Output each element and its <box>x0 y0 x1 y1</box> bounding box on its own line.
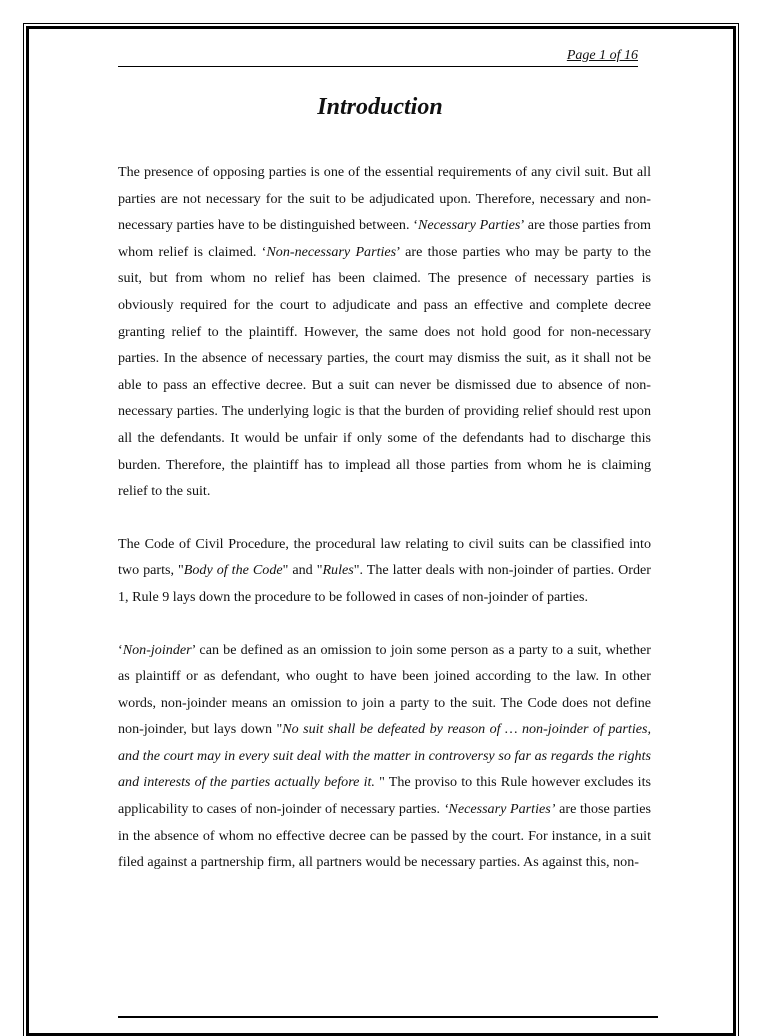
paragraph <box>118 159 651 505</box>
text-run: ’ are those parties from whom relief is claimed. ‘ <box>118 217 651 260</box>
italic-text-run: Necessary Parties <box>417 217 521 234</box>
italic-text-run: No suit shall be defeated by reason of … non-joinder of parties, and the court may in every suit deal with the matter in controversy so far as regards the rights and interests of the parties actually before it. <box>118 721 652 791</box>
text-run: " and " <box>282 562 323 579</box>
page-header <box>118 48 638 67</box>
italic-text-run: ‘Necessary Parties’ <box>443 801 556 818</box>
text-run: " The proviso to this Rule however excludes its applicability to cases of non-joinder of necessary parties. <box>118 774 651 818</box>
italic-text-run: Rules <box>322 562 354 579</box>
document-title: Introduction <box>317 94 443 120</box>
text-run: ’ are those parties who may be party to the suit, but from whom no relief has been claimed. The presence of necessary parties is obviously required for the court to adjudicate and pass an effective and complete decree granting relief to the plaintiff. However, the same does not hold good for non-necessary parties. In the absence of necessary parties, the court may dismiss the suit, as it shall not be able to pass an effective decree. But a suit can never be dismissed due to absence of non-necessary parties. The underlying logic is that the burden of providing relief should rest upon all the defendants. It would be unfair if only some of the defendants had to discharge this burden. Therefore, the plaintiff has to implead all those parties from whom he is claiming relief to the suit. <box>118 243 651 500</box>
text-run: ". The latter deals with non-joinder of parties. Order 1, Rule 9 lays down the procedure to be followed in cases of non-joinder of parties. <box>118 562 651 605</box>
text-run: ’ can be defined as an omission to join some person as a party to a suit, whether as plaintiff or as defendant, who ought to have been joined according to the law. In other words, non-joinder means an omission to join a party to the suit. The Code does not define non-joinder, but lays down " <box>118 641 651 738</box>
italic-text-run: Non-joinder <box>122 641 192 658</box>
footer-rule <box>118 1016 658 1018</box>
italic-text-run: Body of the Code <box>183 562 283 579</box>
page-number: Page 1 of 16 <box>566 48 638 63</box>
document-body <box>118 159 651 902</box>
text-run: The presence of opposing parties is one of the essential requirements of any civil suit. But all parties are not necessary for the suit to be adjudicated upon. Therefore, necessary and non-necessary parties have to be distinguished between. ‘ <box>118 164 651 234</box>
text-run: ‘ <box>118 641 123 658</box>
italic-text-run: Non-necessary Parties <box>266 243 397 260</box>
text-run: The Code of Civil Procedure, the procedural law relating to civil suits can be classified into two parts, " <box>118 535 651 579</box>
paragraph <box>118 637 651 876</box>
text-run: are those parties in the absence of whom no effective decree can be passed by the court. For instance, in a suit filed against a partnership firm, all partners would be necessary parties. As against this, non- <box>118 801 652 871</box>
paragraph <box>118 531 651 611</box>
